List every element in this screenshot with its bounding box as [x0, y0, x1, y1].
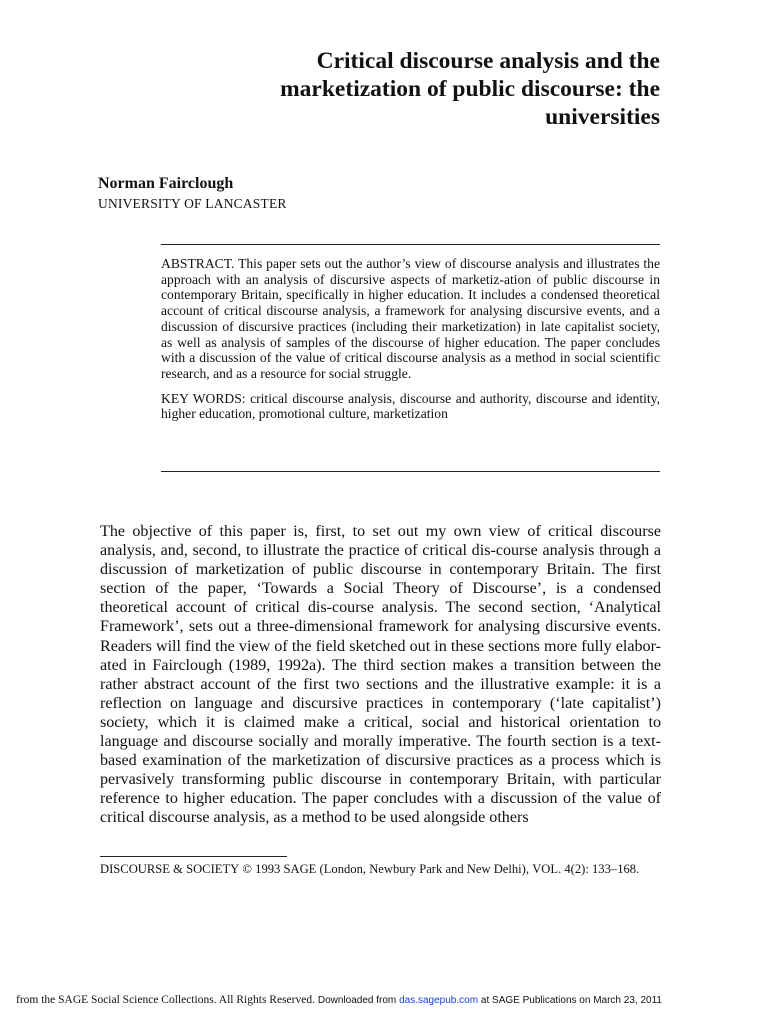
journal-name: DISCOURSE & SOCIETY [100, 862, 240, 876]
paper-title [180, 47, 660, 131]
keywords-paragraph [161, 391, 660, 422]
download-notice [16, 994, 756, 1012]
download-date-text: at SAGE Publications on March 23, 2011 [480, 995, 662, 1006]
publisher-name: SAGE [283, 862, 317, 876]
title-line: universities [545, 104, 660, 130]
author-affiliation: UNIVERSITY OF LANCASTER [98, 196, 287, 211]
author-name: Norman Fairclough [98, 175, 234, 192]
keywords-label: KEY WORDS: [161, 390, 246, 406]
collection-notice: from the SAGE Social Science Collections. All Rights Reserved. [16, 994, 315, 1006]
title-line: marketization of public discourse: the [280, 76, 660, 102]
downloaded-from-label: Downloaded from [317, 995, 397, 1006]
abstract-bottom-rule [161, 471, 660, 472]
title-line: Critical discourse analysis and the [316, 48, 660, 74]
abstract-paragraph [161, 256, 660, 382]
body-paragraph: The objective of this paper is, first, to set out my own view of critical discourse analysis, and, second, to illustrate the practice of critical dis-course analysis through a discussion of marketization of public discourse in contemporary Britain. The first section of the paper, ‘Towards a Social Theory of Discourse’, is a condensed theoretical account of critical dis-course analysis. The second section, ‘Analytical Framework’, sets out a three-dimensional framework for analysing discursive events. Readers will find the view of the field sketched out in these sections more fully elabor-ated in Fairclough (1989, 1992a). The third section makes a transition between the rather abstract account of the first two sections and the illustrative example: it is a reflection on language and discursive practices in contemporary (‘late capitalist’) society, which it is claimed make a critical, social and historical orientation to language and discourse socially and morally imperative. The fourth section is a text-based examination of the marketization of discursive practices as a process which is pervasively transforming public discourse in contemporary Britain, with particular reference to higher education. The paper concludes with a discussion of the value of critical discourse analysis, as a method to be used alongside others [100, 523, 661, 827]
abstract-top-rule [161, 244, 660, 245]
abstract-text: This paper sets out the author’s view of discourse analysis and illustrates the approach with an analysis of discursive aspects of marketiz-ation of public discourse in contemporary Britain, specifically in higher education. It includes a condensed theoretical account of critical discourse analysis, a framework for analysing discursive events, and a discussion of discursive practices (including their marketization) in late capitalist society, as well as analysis of samples of the discourse of higher education. The paper concludes with a discussion of the value of critical discourse analysis as a method in social scientific research, and as a resource for social struggle. [161, 256, 660, 381]
abstract-block [161, 256, 660, 422]
volume-label: VOL. [532, 862, 562, 876]
journal-citation [100, 862, 662, 877]
copyright-symbol: © [242, 862, 252, 876]
keywords-text: critical discourse analysis, discourse and authority, discourse and identity, higher education, promotional culture, marketization [161, 390, 660, 422]
citation-year: 1993 [255, 862, 281, 876]
volume-pages: 4(2): 133–168. [564, 862, 640, 876]
publisher-place: (London, Newbury Park and New Delhi), [319, 862, 530, 876]
source-link[interactable]: das.sagepub.com [399, 995, 479, 1006]
footnote-rule [100, 856, 287, 857]
abstract-label: ABSTRACT. [161, 256, 235, 271]
